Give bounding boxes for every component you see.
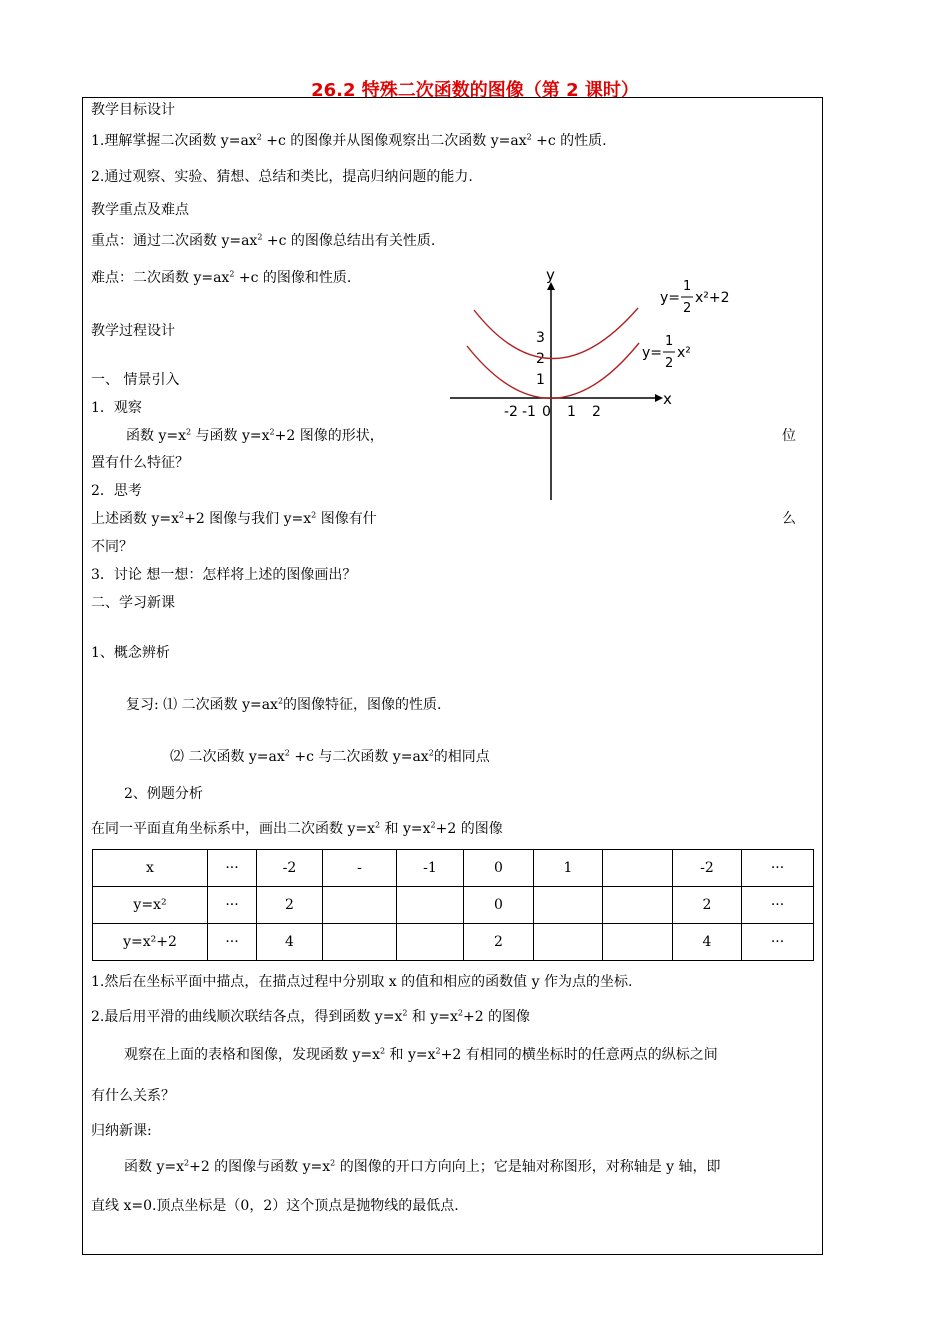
table-cell: 4 xyxy=(673,924,742,961)
table-cell: ··· xyxy=(208,887,257,924)
svg-text:y=: y= xyxy=(642,345,663,361)
table-row xyxy=(93,850,814,887)
step-2: 2.最后用平滑的曲线顺次联结各点，得到函数 $y=x^2$ 和 $y=x^2+2$ 的图像 xyxy=(91,1008,531,1025)
curve2-label xyxy=(642,334,691,371)
key-point: 重点：通过二次函数 $y=ax^2 +c$ 的图像总结出有关性质. xyxy=(91,232,436,249)
think-cont: 不同？ xyxy=(91,539,133,555)
difficulty: 难点：二次函数 $y=ax^2 +c$ 的图像和性质. xyxy=(91,269,352,286)
table-row xyxy=(93,924,814,961)
table-cell: 0 xyxy=(464,850,534,887)
table-cell: ··· xyxy=(742,887,814,924)
table-cell xyxy=(534,924,603,961)
curve1-label xyxy=(660,279,730,316)
observe-cont: 置有什么特征？ xyxy=(91,455,189,471)
table-cell: -2 xyxy=(673,850,742,887)
step-1: 1.然后在坐标平面中描点，在描点过程中分别取 x 的值和相应的函数值 y 作为点的坐标. xyxy=(91,974,633,990)
svg-text:x²+2: x²+2 xyxy=(695,290,730,306)
table-cell xyxy=(323,887,397,924)
y-axis-label: y xyxy=(546,268,555,284)
goal-1: 1.理解掌握二次函数 $y=ax^2 +c$ 的图像并从图像观察出二次函数 $y=ax^2 +c$ 的性质. xyxy=(91,132,607,149)
curve-x2 xyxy=(467,343,639,398)
observation-cont: 有什么关系？ xyxy=(91,1088,175,1104)
table-cell xyxy=(534,887,603,924)
table-cell: -2 xyxy=(257,850,323,887)
observe-heading: 1．观察 xyxy=(91,400,142,416)
svg-text:1: 1 xyxy=(665,334,674,349)
table-cell: ··· xyxy=(742,850,814,887)
table-cell: -1 xyxy=(397,850,464,887)
table-cell: 4 xyxy=(257,924,323,961)
table-cell xyxy=(397,887,464,924)
think-heading: 2．思考 xyxy=(91,483,142,499)
x-tick-label: -2 xyxy=(504,404,518,420)
table-cell: 2 xyxy=(673,887,742,924)
x-tick-label: -1 xyxy=(522,404,536,420)
observe-wrap: 位 xyxy=(782,428,796,444)
x-tick-label: 2 xyxy=(592,404,601,420)
table-cell: y=x² xyxy=(93,887,208,924)
page-title: 26.2 特殊二次函数的图像（第 2 课时） xyxy=(311,80,639,101)
table-cell: x xyxy=(93,850,208,887)
process-heading: 教学过程设计 xyxy=(91,323,175,339)
review-2: ⑵ 二次函数 $y=ax^2 +c$ 与二次函数 $y=ax^2$的相同点 xyxy=(170,748,490,765)
x-axis-label: x xyxy=(663,390,672,408)
table-cell xyxy=(397,924,464,961)
curve-x2-plus-2 xyxy=(474,308,638,359)
table-cell: 2 xyxy=(257,887,323,924)
table-cell: ··· xyxy=(742,924,814,961)
think-text: 上述函数 $y=x^2+2$ 图像与我们 $y=x^2$ 图像有什 xyxy=(91,510,377,527)
observe-text: 函数 $y=x^2$ 与函数 $y=x^2+2$ 图像的形状， xyxy=(126,427,384,444)
svg-text:x²: x² xyxy=(677,345,691,361)
key-heading: 教学重点及难点 xyxy=(91,202,189,218)
table-cell: 2 xyxy=(464,924,534,961)
table-cell: ··· xyxy=(208,850,257,887)
parabola-graph xyxy=(440,268,760,508)
concept-heading: 1、概念辨析 xyxy=(91,645,170,661)
example-heading: 2、例题分析 xyxy=(124,786,203,802)
table-cell: ··· xyxy=(208,924,257,961)
table-row xyxy=(93,887,814,924)
part-1-heading: 一、 情景引入 xyxy=(91,372,180,388)
x-axis-arrow xyxy=(655,394,663,402)
part-2-heading: 二、学习新课 xyxy=(91,595,175,611)
conclusion: 函数 $y=x^2+2$ 的图像与函数 $y=x^2$ 的图像的开口方向向上；它是轴对称图形，对称轴是 y 轴，即 xyxy=(124,1158,721,1175)
table-cell: 0 xyxy=(464,887,534,924)
review-1: 复习: ⑴ 二次函数 $y=ax^2$的图像特征，图像的性质. xyxy=(126,696,442,713)
y-tick-label: 1 xyxy=(536,372,545,388)
svg-text:1: 1 xyxy=(683,279,692,294)
goals-heading: 教学目标设计 xyxy=(91,102,175,118)
table-cell: 1 xyxy=(534,850,603,887)
x-tick-label: 0 xyxy=(542,404,551,420)
x-tick-label: 1 xyxy=(567,404,576,420)
table-cell xyxy=(603,850,673,887)
table-cell xyxy=(603,887,673,924)
table-cell: - xyxy=(323,850,397,887)
y-tick-label: 2 xyxy=(536,351,545,367)
conclusion-cont: 直线 x=0.顶点坐标是（0，2）这个顶点是抛物线的最低点. xyxy=(91,1198,459,1214)
y-tick-label: 3 xyxy=(536,330,545,346)
svg-text:2: 2 xyxy=(665,356,674,371)
svg-text:y=: y= xyxy=(660,290,681,306)
table-cell xyxy=(323,924,397,961)
induce-heading: 归纳新课: xyxy=(91,1123,152,1139)
svg-text:2: 2 xyxy=(683,301,692,316)
table-cell xyxy=(603,924,673,961)
table-cell: y=x²+2 xyxy=(93,924,208,961)
think-wrap: 么 xyxy=(782,511,796,527)
goal-2: 2.通过观察、实验、猜想、总结和类比，提高归纳问题的能力. xyxy=(91,169,473,185)
discuss-line: 3．讨论 想一想：怎样将上述的图像画出？ xyxy=(91,567,357,583)
value-table xyxy=(92,849,814,961)
example-task: 在同一平面直角坐标系中，画出二次函数 $y=x^2$ 和 $y=x^2+2$ 的图像 xyxy=(91,820,503,837)
observation: 观察在上面的表格和图像，发现函数 $y=x^2$ 和 $y=x^2+2$ 有相同的横坐标时的任意两点的纵标之间 xyxy=(124,1046,718,1063)
